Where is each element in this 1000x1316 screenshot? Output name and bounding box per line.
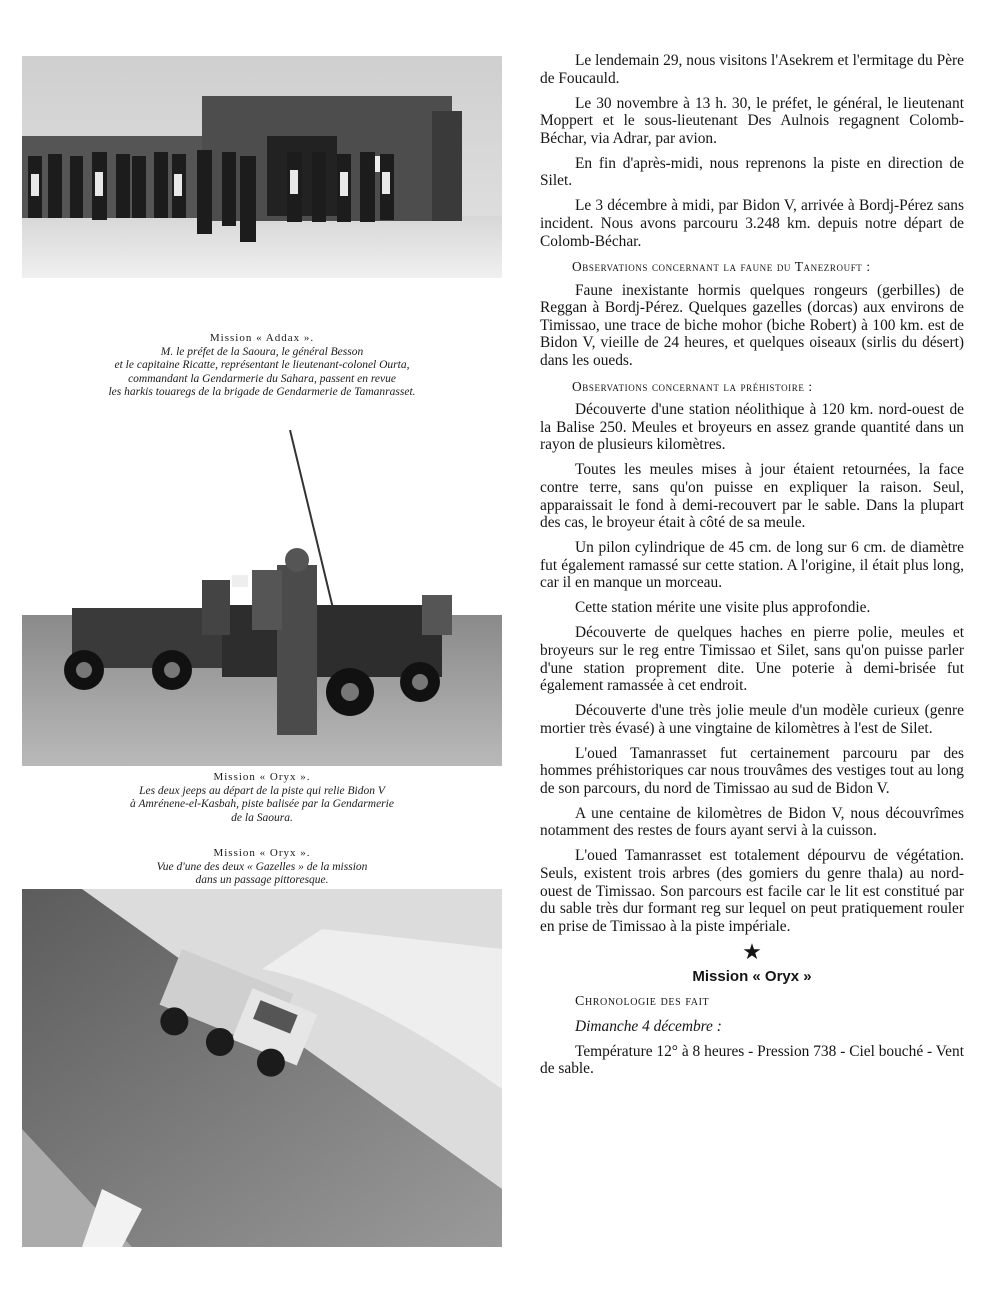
paragraph: Un pilon cylindrique de 45 cm. de long sur 6 cm. de diamètre fut également ramassé sur cette station. A l'origine, il était plus long, car il en manque un morceau. — [540, 539, 964, 592]
caption-line: dans un passage pittoresque. — [195, 874, 329, 886]
caption-line: et le capitaine Ricatte, représentant le lieutenant-colonel Ourta, — [114, 359, 410, 371]
paragraph: Toutes les meules mises à jour étaient retournées, la face contre terre, sans qu'on puisse en expliquer la raison. Seul, apparaissait le fond à demi-recouvert par le sable. Dans la plupart des cas, le broyeur était à côté de sa meule. — [540, 461, 964, 532]
caption-heading: Mission « Oryx ». — [213, 847, 311, 859]
paragraph: A une centaine de kilomètres de Bidon V, nous découvrîmes notamment des restes de fours ayant servi à la cuisson. — [540, 804, 964, 840]
section-title-mission-oryx: Mission « Oryx » — [692, 967, 812, 985]
star-separator: ★ — [742, 938, 762, 964]
caption-addax — [22, 332, 502, 400]
section-heading-prehistory: Observations concernant la préhistoire : — [572, 378, 813, 394]
caption-line: Vue d'une des deux « Gazelles » de la mission — [156, 860, 368, 873]
paragraph: Faune inexistante hormis quelques rongeurs (gerbilles) de Reggan à Bordj-Pérez. Quelques gazelles (dorcas) aux environs de Timissao, une trace de biche mohor (biche Robert) à 100 km. est de Bidon V, vieille de 24 heures, et quelques oiseaux (sirlis du désert) dans les oueds. — [540, 281, 964, 370]
caption-line: à Amrénene-el-Kasbah, piste balisée par la Gendarmerie — [130, 798, 394, 810]
paragraph: Température 12° à 8 heures - Pression 738 - Ciel bouché - Vent de sable. — [540, 1042, 964, 1078]
caption-line: de la Saoura. — [231, 811, 293, 824]
paragraph: Le 30 novembre à 13 h. 30, le préfet, le général, le lieutenant Moppert et le sous-lieutenant Des Aulnois regagnent Colomb-Béchar, via Adrar, par avion. — [540, 94, 964, 147]
photo-truck-slope — [22, 889, 502, 1247]
caption-oryx-gazelle — [22, 847, 502, 888]
photo-fort-review — [22, 56, 502, 278]
paragraph: Le 3 décembre à midi, par Bidon V, arrivée à Bordj-Pérez sans incident. Nous avons parcouru 3.248 km. depuis notre départ de Colomb-Béchar. — [540, 197, 964, 250]
caption-oryx-jeeps — [22, 771, 502, 825]
paragraph: Découverte d'une très jolie meule d'un modèle curieux (genre mortier très évasé) à une vingtaine de kilomètres à l'est de Silet. — [540, 702, 964, 737]
caption-heading: Mission « Oryx ». — [213, 771, 311, 783]
caption-heading: Mission « Addax ». — [209, 332, 315, 344]
paragraph: Découverte d'une station néolithique à 120 km. nord-ouest de la Balise 250. Meules et broyeurs en assez grande quantité dans un rayon de plusieurs kilomètres. — [540, 401, 964, 454]
article-column — [540, 52, 964, 1085]
paragraph: Le lendemain 29, nous visitons l'Asekrem et l'ermitage du Père de Foucauld. — [540, 52, 964, 87]
paragraph: Cette station mérite une visite plus approfondie. — [575, 599, 871, 617]
caption-line: commandant la Gendarmerie du Sahara, passent en revue — [128, 372, 396, 385]
photo-two-jeeps — [22, 430, 502, 766]
date-heading: Dimanche 4 décembre : — [575, 1017, 722, 1035]
section-heading-fauna: Observations concernant la faune du Tanezrouft : — [572, 259, 871, 275]
subheading-chronology: Chronologie des fait — [575, 993, 710, 1009]
paragraph: En fin d'après-midi, nous reprenons la piste en direction de Silet. — [540, 154, 964, 190]
caption-line: les harkis touaregs de la brigade de Gendarmerie de Tamanrasset. — [108, 386, 416, 398]
paragraph: Découverte de quelques haches en pierre polie, meules et broyeurs sur le reg entre Timissao et Silet, sans qu'on puisse parler d'une station proprement dite. Une poterie à demi-brisée fut également ramassée à cet endroit. — [540, 624, 964, 695]
caption-line: Les deux jeeps au départ de la piste qui relie Bidon V — [139, 784, 385, 797]
paragraph: L'oued Tamanrasset est totalement dépourvu de végétation. Seuls, existent trois arbres (des gomiers du genre thala) au nord-ouest de Timissao. Son parcours est facile car le lit est constitué par du sable très dur formant reg sur lequel on peut pratiquement rouler en prise de Timissao à la piste impériale. — [540, 847, 964, 935]
paragraph: L'oued Tamanrasset fut certainement parcouru par des hommes préhistoriques car nous trouvâmes des vestiges tout au long de son parcours, du nord de Timissao au sud de Bidon V. — [540, 744, 964, 797]
caption-line: M. le préfet de la Saoura, le général Besson — [160, 345, 364, 358]
